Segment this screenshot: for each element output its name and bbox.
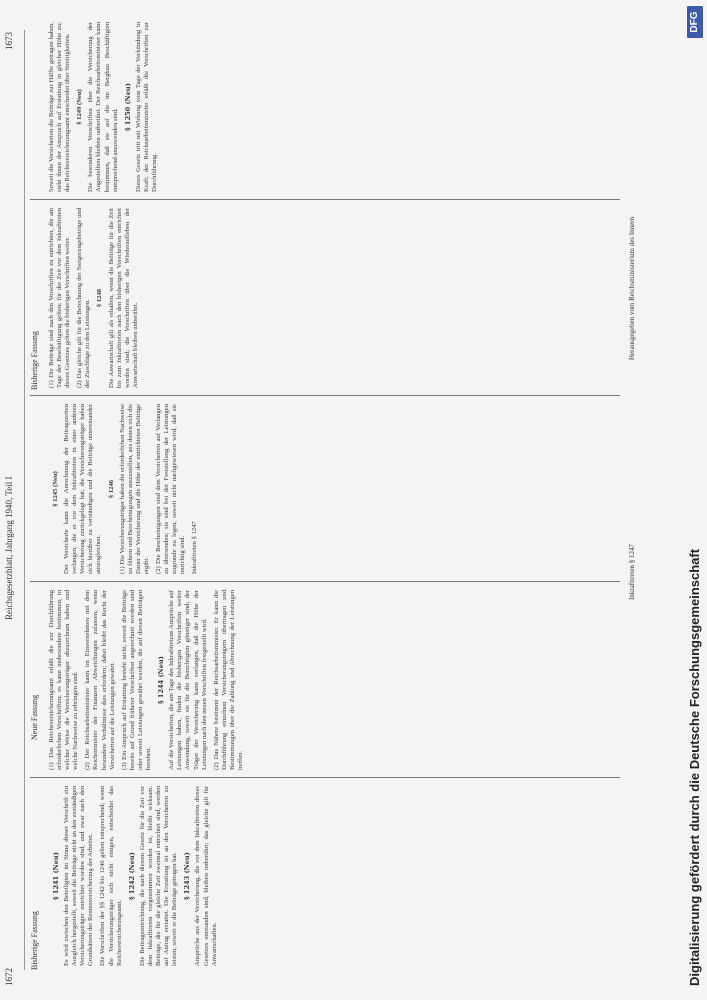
- footer-note: Inkrafttreten § 1247: [628, 544, 636, 600]
- text-column-1: [48, 786, 223, 966]
- paragraph: Soweit die Versicherten die Beiträge zur Hälfte getragen haben, steht ihnen der Anspruch auf Erstattung in gleicher Höhe zu; das Reichsversicherungsamt entscheidet über Streitigkeiten.: [48, 22, 72, 192]
- paragraph: (2) Das Nähere bestimmt der Reichsarbeitsminister. Er kann die Durchführung einzelnen Versicherungsträgern übertragen und Bestimmungen über die Zahlung und Abrechnung der Leistungen treffen.: [212, 590, 244, 770]
- section-heading: § 1246: [107, 479, 115, 499]
- column-title-left: Bisherige Fassung: [30, 911, 39, 970]
- paragraph: (1) Die Versicherungsträger haben die erforderlichen Nachweise zu führen und Bescheinigungen auszustellen, aus denen sich die Dauer der Versicherung und die Höhe der entrichteten Beiträge ergibt.: [118, 404, 150, 574]
- header-rule: [24, 30, 25, 970]
- paragraph: (1) Die Beiträge sind nach den Vorschriften zu entrichten, die am Tage der Beschäftigung gelten; für die Zeit vor dem Inkrafttreten dieses Gesetzes gelten die bisherigen Vorschriften weiter.: [48, 208, 72, 388]
- section-heading: § 1244 (Neu): [157, 656, 166, 704]
- dfg-banner-text: Digitalisierung gefördert durch die Deutsche Forschungsgemeinschaft: [687, 548, 702, 986]
- column-title-right: Bisherige Fassung: [30, 331, 39, 390]
- paragraph: Die Anwartschaft gilt als erhalten, wenn die Beiträge für die Zeit bis zum Inkrafttreten nach den bisherigen Vorschriften entrichtet worden sind; die Vorschriften über die Wiederaufleben der Anwartschaft bleiben unberührt.: [107, 208, 139, 388]
- section-heading: § 1241 (Neu): [52, 852, 60, 900]
- text-column-4: [48, 208, 144, 388]
- column-title-middle: Neue Fassung: [30, 694, 39, 740]
- section-heading: § 1249 (Neu): [76, 89, 84, 125]
- paragraph: Dieses Gesetz tritt mit Wirkung vom Tage der Verkündung in Kraft; der Reichsarbeitsminister erläßt die Vorschriften zur Durchführung.: [134, 22, 159, 192]
- footer-publisher: Herausgegeben vom Reichsministerium des Innern: [628, 216, 636, 360]
- paragraph: (3) Ein Anspruch auf Erstattung besteht nicht, soweit die Beiträge bereits auf Grund früherer Vorschriften angerechnet worden sind oder soweit Leistungen gewährt wurden, die auf diesen Beiträgen beruhen.: [120, 590, 153, 770]
- paragraph: Die Vorschriften der §§ 1242 bis 1246 gelten entsprechend; wenn die Versicherungsträger sich nicht einigen, entscheidet das Reichsversicherungsamt.: [99, 786, 123, 966]
- paragraph: Auf die Versicherten, die am Tage des Inkrafttretens Ansprüche auf Leistungen haben, finden die bisherigen Vorschriften weiter Anwendung, soweit sie für die Berechtigten günstiger sind; der Träger der Versicherung kann verlangen, daß die Höhe der Leistungen nach den neuen Vorschriften festgestellt wird.: [168, 590, 208, 770]
- page-header: [4, 0, 26, 1000]
- paragraph: Ansprüche aus der Versicherung, die vor dem Inkrafttreten dieses Gesetzes entstanden sind, bleiben unberührt; das gleiche gilt für Anwartschaften.: [194, 786, 218, 966]
- paragraph: (2) Die Bescheinigungen sind dem Versicherten auf Verlangen zu übersenden; sie sind bei der Feststellung der Leistungen zugrunde zu legen, soweit nicht nachgewiesen wird, daß sie unrichtig sind.: [155, 404, 187, 574]
- section-heading: § 1242 (Neu): [127, 852, 136, 900]
- text-column-2: [48, 590, 249, 770]
- text-column-3: [48, 404, 204, 574]
- section-heading: § 1245 (Neu): [52, 471, 59, 507]
- paragraph: Der Versicherte kann die Anrechnung der Beitragszeiten verlangen, die er vor dem Inkrafttreten in einer anderen Versicherung zurückgelegt hat; die Versicherungsträger haben sich hierüber zu verständigen und die Beiträge untereinander auszugleichen.: [63, 404, 103, 574]
- paragraph: (2) Das gleiche gilt für die Berechnung der Steigerungsbeträge und der Zuschläge zu den Leistungen.: [76, 208, 92, 388]
- page-number-left: 1672: [4, 968, 14, 986]
- section-heading: § 1243 (Neu): [183, 852, 192, 900]
- section-heading: § 1250 (Neu): [123, 83, 132, 131]
- paragraph: Es wird zwischen den Beteiligten im Sinne dieser Vorschrift ein Ausgleich hergestellt, soweit die Beiträge nicht an den zuständigen Versicherungsträger entrichtet worden sind, und zwar nach den Grundsätzen der Rentenversicherung der Arbeiter.: [63, 786, 95, 966]
- paragraph: (2) Der Reichsarbeitsminister kann im Einvernehmen mit dem Reichsminister der Finanzen Abweichungen zulassen, wenn besondere Verhältnisse dies erfordern; dabei bleibt das Recht der Versicherten auf die Leistungen gewahrt.: [84, 590, 116, 770]
- text-column-5: [48, 22, 163, 192]
- paragraph: Die besonderen Vorschriften über die Versicherung der Angestellten bleiben unberührt. Der Reichsarbeitsminister kann bestimmen, daß sie auf die im Bergbau Beschäftigten entsprechend anzuwenden sind.: [87, 22, 119, 192]
- column-separator: [30, 395, 620, 396]
- dfg-banner: [684, 0, 707, 1000]
- column-separator: [30, 777, 620, 778]
- paragraph: Inkrafttreten § 1247: [191, 521, 199, 574]
- dfg-logo: DFG: [687, 6, 703, 38]
- column-separator: [30, 581, 620, 582]
- section-heading: § 1248: [96, 288, 104, 308]
- paragraph: Die Beitragsentrichtung, die nach diesem Gesetz für die Zeit vor dem Inkrafttreten vorgenommen worden ist, bleibt wirksam. Beiträge, die für die gleiche Zeit zweimal entrichtet sind, werden auf Antrag erstattet. Die Erstattung ist an den Versicherten zu leisten, soweit er die Beiträge getragen hat.: [138, 786, 179, 966]
- page-number-right: 1673: [4, 32, 14, 50]
- running-title: Reichsgesetzblatt, Jahrgang 1940, Teil I: [4, 476, 14, 620]
- column-separator: [30, 199, 620, 200]
- paragraph: (1) Das Reichsversicherungsamt erläßt die zur Durchführung erforderlichen Vorschriften; es kann insbesondere bestimmen, in welcher Weise die Versicherungsträger abzurechnen haben und welche Nachweise zu erbringen sind.: [48, 590, 80, 770]
